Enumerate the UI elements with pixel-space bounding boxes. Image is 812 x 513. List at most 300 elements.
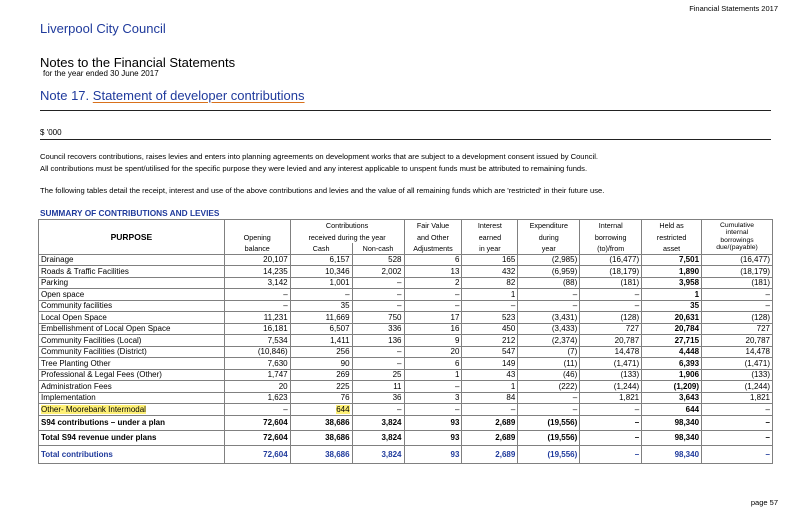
- cell-value-text: 11: [393, 381, 402, 391]
- cell-value: [642, 335, 702, 347]
- document-header-label: Financial Statements 2017: [689, 4, 778, 13]
- cell-value: [518, 392, 580, 404]
- cell-value: [224, 369, 290, 381]
- cell-value-text: 84: [506, 393, 516, 403]
- cell-value: [462, 346, 518, 358]
- cell-value: [580, 346, 642, 358]
- cell-value: [518, 277, 580, 289]
- cell-value: [642, 358, 702, 370]
- cell-value-text: 20,107: [263, 255, 288, 265]
- cell-purpose: [39, 312, 225, 324]
- page-number: page 57: [750, 498, 778, 507]
- cell-value-text: 1,747: [267, 370, 288, 380]
- cell-value-text: (18,179): [609, 266, 640, 276]
- cell-purpose: [39, 323, 225, 335]
- cell-value: [702, 335, 773, 347]
- table-row: [39, 381, 773, 393]
- cell-value: [462, 381, 518, 393]
- table-row: [39, 254, 773, 266]
- cell-value-text: 98,340: [674, 433, 700, 442]
- table-row: [39, 300, 773, 312]
- cell-value: [462, 445, 518, 463]
- cell-value: [462, 415, 518, 430]
- cell-value: [224, 312, 290, 324]
- cell-value-text: 1: [454, 370, 460, 380]
- cell-value: [462, 266, 518, 278]
- cell-value: [518, 381, 580, 393]
- cell-value-text: –: [397, 301, 402, 311]
- cell-value-text: 269: [336, 370, 350, 380]
- row-purpose: Parking: [41, 278, 69, 288]
- cell-value-text: –: [397, 289, 402, 299]
- cell-value-text: 20,787: [745, 335, 770, 345]
- header-received: received during the year: [290, 232, 404, 243]
- row-purpose: Embellishment of Local Open Space: [41, 324, 171, 334]
- cell-value: [224, 346, 290, 358]
- cell-value: [224, 266, 290, 278]
- divider-units: [40, 139, 771, 140]
- cell-value-text: 6,157: [329, 255, 350, 265]
- table-row: [39, 335, 773, 347]
- cell-value-text: 35: [340, 301, 350, 311]
- cell-value: [518, 415, 580, 430]
- cell-value-text: 3,824: [381, 449, 402, 459]
- cell-value-text: (1,471): [744, 358, 770, 368]
- paragraph-intro-1: Council recovers contributions, raises levies and enters into planning agreements on development works that are subject to a development consent issued by Council.: [40, 152, 599, 161]
- header-interest-3: in year: [462, 243, 518, 255]
- cell-value: [352, 415, 404, 430]
- note-number: Note 17.: [40, 88, 90, 103]
- cell-purpose: [39, 381, 225, 393]
- cell-value-text: 11,231: [263, 312, 288, 322]
- cell-value-text: (3,431): [551, 312, 578, 322]
- row-purpose: Other- Moorebank Intermodal: [41, 404, 146, 414]
- cell-value-text: 3,958: [679, 278, 700, 288]
- cell-value-text: 43: [506, 370, 516, 380]
- cell-purpose: [39, 404, 225, 416]
- cell-value-text: 16,181: [263, 324, 288, 334]
- header-expenditure-3: year: [518, 243, 580, 255]
- cell-value-text: –: [634, 289, 640, 299]
- cell-value-text: –: [345, 289, 350, 299]
- cell-value: [404, 392, 462, 404]
- contributions-table: [38, 219, 773, 464]
- cell-value: [702, 254, 773, 266]
- cell-value: [642, 323, 702, 335]
- cell-value: [462, 277, 518, 289]
- cell-value: [702, 358, 773, 370]
- cell-value-text: –: [765, 289, 770, 299]
- cell-value-text: 13: [450, 266, 460, 276]
- cell-value: [352, 312, 404, 324]
- row-purpose: Local Open Space: [41, 312, 107, 322]
- cell-value: [224, 300, 290, 312]
- cell-value: [580, 415, 642, 430]
- cell-value-text: 20,631: [674, 312, 700, 322]
- cell-value: [642, 392, 702, 404]
- cell-value-text: (16,477): [740, 255, 770, 265]
- cell-value: [224, 335, 290, 347]
- cell-value: [404, 381, 462, 393]
- table-row: [39, 289, 773, 301]
- cell-purpose: [39, 415, 225, 430]
- cell-value: [702, 289, 773, 301]
- cell-value-text: 1,890: [679, 266, 700, 276]
- cell-value-text: 38,686: [325, 418, 350, 427]
- cell-purpose: [39, 369, 225, 381]
- cell-value: [462, 392, 518, 404]
- cell-value-text: 727: [625, 324, 640, 334]
- cell-value: [518, 404, 580, 416]
- cell-value-text: 9: [454, 335, 460, 345]
- cell-value: [642, 346, 702, 358]
- cell-value-text: 2,689: [495, 449, 516, 459]
- cell-value: [702, 323, 773, 335]
- summary-heading: SUMMARY OF CONTRIBUTIONS AND LEVIES: [40, 208, 220, 218]
- cell-value-text: 27,715: [674, 335, 700, 345]
- note-title-link[interactable]: Statement of developer contributions: [92, 88, 305, 103]
- header-cash: Cash: [290, 243, 352, 255]
- cell-value-text: 450: [501, 324, 516, 334]
- cell-value-text: –: [765, 433, 770, 442]
- cell-value: [352, 289, 404, 301]
- cell-value: [352, 266, 404, 278]
- cell-value: [224, 415, 290, 430]
- paragraph-intro-2: All contributions must be spent/utilised for the specific purpose they were levied and any interest applicable to unspent funds must be attributed to remaining funds.: [40, 164, 588, 173]
- cell-value: [702, 300, 773, 312]
- cell-value-text: (16,477): [609, 255, 640, 265]
- cell-value: [404, 415, 462, 430]
- cell-value: [518, 254, 580, 266]
- council-name: Liverpool City Council: [40, 21, 166, 36]
- cell-value-text: 336: [388, 324, 402, 334]
- cell-value-text: 98,340: [674, 449, 700, 459]
- cell-value: [224, 289, 290, 301]
- cell-value-text: 523: [501, 312, 516, 322]
- cell-value-text: (11): [563, 358, 578, 368]
- cell-value-text: 644: [685, 404, 700, 414]
- cell-value: [290, 415, 352, 430]
- cell-purpose: [39, 335, 225, 347]
- cell-value: [462, 254, 518, 266]
- table-row: [39, 369, 773, 381]
- subtotal-row: [39, 430, 773, 445]
- table-row: [39, 392, 773, 404]
- row-purpose: Community facilities: [41, 301, 113, 311]
- cell-value-text: 1: [694, 289, 700, 299]
- cell-value-text: 14,478: [614, 347, 640, 357]
- header-contributions: Contributions: [290, 220, 404, 232]
- cell-value-text: 6: [454, 255, 460, 265]
- cell-value-text: –: [283, 404, 288, 414]
- cell-value: [642, 277, 702, 289]
- cell-value: [290, 289, 352, 301]
- cell-value-text: –: [454, 301, 460, 311]
- cell-value-text: (133): [751, 370, 770, 380]
- cell-value-text: 528: [388, 255, 402, 265]
- cell-value: [290, 277, 352, 289]
- cell-value-text: –: [397, 347, 402, 357]
- header-purpose: PURPOSE: [39, 220, 225, 255]
- cell-value-text: 432: [501, 266, 516, 276]
- cell-value: [580, 358, 642, 370]
- cell-value-text: –: [397, 404, 402, 414]
- cell-value-text: 6,393: [679, 358, 700, 368]
- cell-value-text: 225: [336, 381, 350, 391]
- cell-value: [290, 323, 352, 335]
- cell-value-text: –: [634, 449, 640, 459]
- cell-value-text: 1,821: [749, 393, 770, 403]
- cell-value-text: –: [634, 433, 640, 442]
- header-interest-2: earned: [462, 232, 518, 243]
- cell-value: [352, 335, 404, 347]
- row-purpose: Community Facilities (District): [41, 347, 147, 357]
- cell-value-text: 17: [450, 312, 460, 322]
- cell-value: [642, 369, 702, 381]
- cell-value-text: (1,471): [613, 358, 640, 368]
- cell-value: [290, 430, 352, 445]
- cell-value: [404, 289, 462, 301]
- cell-value-text: (19,556): [547, 418, 578, 427]
- cell-purpose: [39, 300, 225, 312]
- cell-value-text: (88): [563, 278, 578, 288]
- cell-value: [404, 445, 462, 463]
- cell-value: [580, 266, 642, 278]
- cell-value: [404, 430, 462, 445]
- cell-value: [352, 323, 404, 335]
- cell-value: [580, 392, 642, 404]
- cell-value-text: (181): [620, 278, 640, 288]
- cell-value: [352, 358, 404, 370]
- cell-value: [518, 346, 580, 358]
- cell-value: [702, 312, 773, 324]
- cell-value-text: 3,824: [381, 433, 402, 442]
- cell-value-text: 3,824: [381, 418, 402, 427]
- cell-value-text: 1,001: [329, 278, 350, 288]
- cell-value: [580, 430, 642, 445]
- cell-value: [462, 300, 518, 312]
- header-expenditure-2: during: [518, 232, 580, 243]
- cell-value-text: –: [454, 381, 460, 391]
- cell-value: [518, 289, 580, 301]
- cell-value: [404, 254, 462, 266]
- cell-value-text: 6,507: [329, 324, 350, 334]
- cell-value-text: (2,374): [551, 335, 578, 345]
- header-held-2: restricted: [642, 232, 702, 243]
- cell-value: [290, 312, 352, 324]
- cell-value-text: 7,630: [267, 358, 288, 368]
- header-internal-2: borrowing: [580, 232, 642, 243]
- cell-value-text: 7,501: [679, 255, 700, 265]
- cell-value-text: 76: [340, 393, 350, 403]
- cell-value-text: –: [454, 404, 460, 414]
- cell-value: [352, 369, 404, 381]
- cell-value: [702, 369, 773, 381]
- header-opening-spacer: [224, 220, 290, 232]
- notes-title: Notes to the Financial Statements: [40, 55, 236, 70]
- cell-value-text: 93: [450, 433, 460, 442]
- cell-value: [580, 300, 642, 312]
- cell-value-text: 16: [450, 324, 460, 334]
- cell-value: [352, 300, 404, 312]
- cell-value: [290, 266, 352, 278]
- cell-value-text: –: [283, 301, 288, 311]
- header-internal-3: (to)/from: [580, 243, 642, 255]
- cell-value: [642, 300, 702, 312]
- cell-value-text: –: [634, 301, 640, 311]
- cell-value-text: 1,411: [330, 335, 350, 345]
- cell-value-text: 38,686: [325, 449, 350, 459]
- cell-value: [224, 358, 290, 370]
- table-row: [39, 404, 773, 416]
- header-fairvalue-3: Adjustments: [404, 243, 462, 255]
- header-interest-1: Interest: [462, 220, 518, 232]
- cell-value-text: (128): [751, 312, 770, 322]
- cell-value: [642, 254, 702, 266]
- cell-value-text: (46): [563, 370, 578, 380]
- table-row: [39, 323, 773, 335]
- cell-value: [352, 404, 404, 416]
- cell-value: [702, 430, 773, 445]
- cell-value-text: 72,604: [263, 418, 288, 427]
- cell-value: [290, 346, 352, 358]
- cell-value: [580, 277, 642, 289]
- cell-value-text: (18,179): [740, 266, 770, 276]
- cell-value: [224, 381, 290, 393]
- cell-value-text: 1,906: [679, 370, 700, 380]
- cell-value: [518, 358, 580, 370]
- cell-purpose: [39, 254, 225, 266]
- cell-value-text: 14,235: [263, 266, 288, 276]
- cell-value-text: (19,556): [547, 433, 578, 442]
- cell-value: [702, 381, 773, 393]
- cell-value: [642, 381, 702, 393]
- cell-value-text: –: [510, 301, 516, 311]
- cell-value: [518, 369, 580, 381]
- cell-value: [462, 404, 518, 416]
- cell-value-text: 547: [501, 347, 516, 357]
- cell-value: [404, 358, 462, 370]
- cell-value: [224, 323, 290, 335]
- cell-value: [518, 335, 580, 347]
- row-purpose: Implementation: [41, 393, 96, 403]
- cell-value: [580, 445, 642, 463]
- cell-value-text: 1: [510, 289, 516, 299]
- cell-value-text: (7): [567, 347, 578, 357]
- row-purpose: Community Facilities (Local): [41, 335, 142, 345]
- cell-value-text: (1,244): [613, 381, 640, 391]
- row-purpose: Professional & Legal Fees (Other): [41, 370, 162, 380]
- cell-value: [352, 381, 404, 393]
- header-held-3: asset: [642, 243, 702, 255]
- cell-value: [518, 312, 580, 324]
- cell-value: [404, 346, 462, 358]
- cell-value: [224, 404, 290, 416]
- cell-value: [290, 445, 352, 463]
- cell-value-text: –: [283, 289, 288, 299]
- cell-value: [580, 289, 642, 301]
- cell-value-text: 149: [501, 358, 516, 368]
- row-purpose: Tree Planting Other: [41, 358, 111, 368]
- paragraph-intro-3: The following tables detail the receipt, interest and use of the above contributions and levies and the value of all remaining funds which are 'restricted' in their future use.: [40, 186, 605, 195]
- cell-value-text: –: [765, 301, 770, 311]
- cell-value: [702, 346, 773, 358]
- cell-value: [352, 346, 404, 358]
- cell-value-text: 35: [690, 301, 700, 311]
- cell-value: [290, 404, 352, 416]
- cell-value: [462, 323, 518, 335]
- header-fairvalue-1: Fair Value: [404, 220, 462, 232]
- cell-value: [462, 335, 518, 347]
- cell-value: [352, 392, 404, 404]
- cell-purpose: [39, 289, 225, 301]
- cell-value-text: 4,448: [679, 347, 700, 357]
- cell-value-text: –: [397, 278, 402, 288]
- cell-value: [224, 254, 290, 266]
- cell-value-text: –: [454, 289, 460, 299]
- cell-value: [404, 369, 462, 381]
- cell-value: [702, 404, 773, 416]
- cell-value-text: 3: [454, 393, 460, 403]
- cell-value: [404, 300, 462, 312]
- cell-value: [404, 266, 462, 278]
- cell-value-text: 10,346: [325, 266, 350, 276]
- table-row: [39, 346, 773, 358]
- cell-value-text: 14,478: [745, 347, 770, 357]
- subtotal-row: [39, 415, 773, 430]
- cell-value-text: 2: [454, 278, 460, 288]
- cell-value: [462, 312, 518, 324]
- cell-value: [290, 392, 352, 404]
- cell-value-text: 256: [336, 347, 350, 357]
- cell-value-text: 7,534: [267, 335, 288, 345]
- units-label: $ '000: [40, 128, 62, 137]
- cell-value: [224, 392, 290, 404]
- cell-value-text: 20: [450, 347, 460, 357]
- cell-value-text: –: [765, 418, 770, 427]
- cell-value: [518, 323, 580, 335]
- row-purpose: S94 contributions – under a plan: [41, 418, 166, 427]
- cell-value: [352, 445, 404, 463]
- cell-value-text: 3,643: [679, 393, 700, 403]
- cell-value-text: 72,604: [263, 449, 288, 459]
- cell-value: [352, 254, 404, 266]
- row-purpose: Drainage: [41, 255, 74, 265]
- cell-value-text: 644: [336, 404, 350, 414]
- notes-subtitle: for the year ended 30 June 2017: [43, 69, 159, 78]
- row-purpose: Total contributions: [41, 449, 113, 459]
- cell-value-text: 1,821: [619, 393, 640, 403]
- cell-purpose: [39, 346, 225, 358]
- cell-value: [642, 312, 702, 324]
- table-row: [39, 266, 773, 278]
- cell-value-text: 38,686: [325, 433, 350, 442]
- cell-purpose: [39, 277, 225, 289]
- header-cumulative: Cumulative internal borrowings due/(payable): [702, 220, 773, 255]
- cell-value-text: 165: [501, 255, 516, 265]
- cell-value: [642, 404, 702, 416]
- header-opening-1: Opening: [224, 232, 290, 243]
- cell-value-text: (1,244): [744, 381, 770, 391]
- cell-value: [580, 404, 642, 416]
- cell-value-text: (2,985): [551, 255, 578, 265]
- cell-value: [462, 369, 518, 381]
- cell-value: [518, 445, 580, 463]
- cell-value: [352, 277, 404, 289]
- row-purpose: Open space: [41, 289, 85, 299]
- cell-value-text: –: [765, 449, 770, 459]
- total-row: [39, 445, 773, 463]
